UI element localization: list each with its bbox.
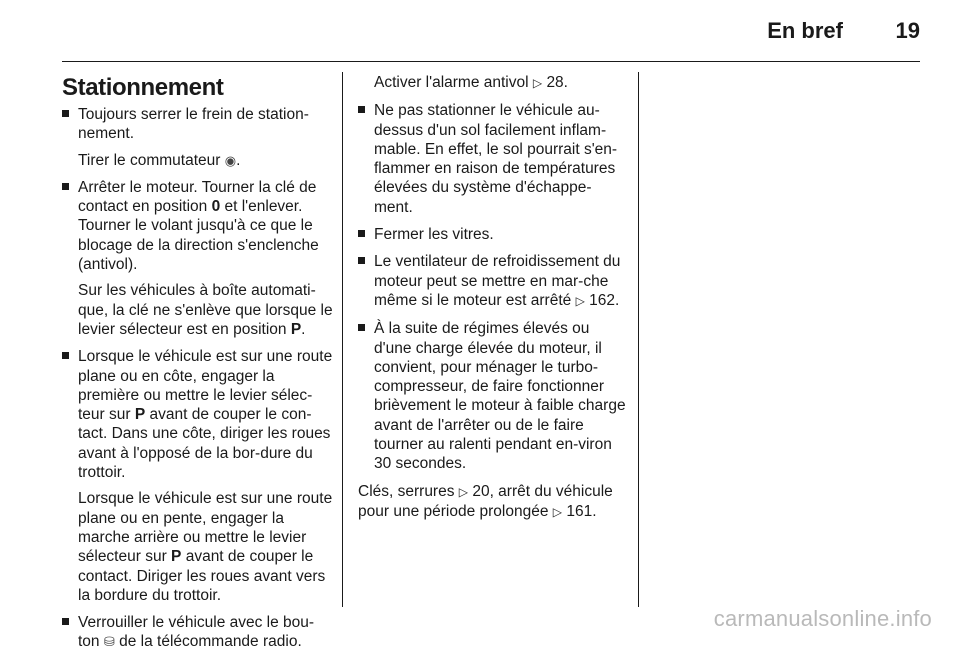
paragraph: Activer l'alarme antivol ▷ 28. <box>374 74 568 91</box>
page-number: 19 <box>895 18 920 43</box>
paragraph: Lorsque le véhicule est sur une route plane ou en pente, engager la marche arrière ou mettre le levier sélecteur sur P avant de couper le contact. Diriger les roues avant vers la bordure du trottoir. <box>78 490 333 604</box>
paragraph: Lorsque le véhicule est sur une route plane ou en côte, engager la première ou mettre le levier sélec-teur sur P avant de couper le con-tact. Dans une côte, diriger les roues avant à l'opposé de la bor-dure du trottoir. <box>78 348 333 482</box>
bullet-icon <box>358 257 365 264</box>
list-item <box>358 101 626 217</box>
column-divider-2 <box>638 72 639 607</box>
paragraph: Toujours serrer le frein de station-nement. <box>78 106 309 143</box>
list-item <box>358 319 626 473</box>
paragraph: Arrêter le moteur. Tourner la clé de contact en position 0 et l'enlever. Tourner le volant jusqu'à ce que le blocage de la direction s'enclenche (antivol). <box>78 178 319 274</box>
bullet-icon <box>62 110 69 117</box>
column-2 <box>358 73 626 522</box>
page-header <box>0 0 960 62</box>
ignition-switch-icon: ◉ <box>224 152 237 168</box>
bullet-icon <box>62 352 69 359</box>
paragraph: À la suite de régimes élevés ou d'une charge élevée du moteur, il convient, pour ménager le turbo-compresseur, de faire fonctionner brièvement le moteur à faible charge avant de l'arrêter ou de le faire tourner au ralenti pendant en-viron 30 secondes. <box>374 320 626 473</box>
list-item <box>62 347 334 605</box>
list-item <box>62 613 334 652</box>
bullet-icon <box>62 618 69 625</box>
paragraph: Fermer les vitres. <box>374 226 494 244</box>
page-reference-arrow-icon: ▷ <box>552 504 563 519</box>
list-item <box>358 225 626 244</box>
page-reference-arrow-icon: ▷ <box>458 484 469 499</box>
list-item <box>358 252 626 311</box>
paragraph: Sur les véhicules à boîte automati-que, la clé ne s'enlève que lorsque le levier sélecteur est en position P. <box>78 282 333 338</box>
bullet-icon <box>358 324 365 331</box>
paragraph: Tirer le commutateur ◉. <box>78 151 241 169</box>
paragraph: Verrouiller le véhicule avec le bou-ton ⛁ de la télécommande radio. <box>78 614 315 651</box>
column-1 <box>62 74 334 652</box>
column-divider-1 <box>342 72 343 607</box>
paragraph: Ne pas stationner le véhicule au-dessus d'un sol facilement inflam-mable. En effet, le sol pourrait s'en-flammer en raison de températures élevées du système d'échappe-ment. <box>374 102 618 216</box>
page-reference-arrow-icon: ▷ <box>532 76 543 90</box>
header-title: En bref <box>767 18 843 43</box>
list-item-continued <box>358 73 626 93</box>
page-reference-arrow-icon: ▷ <box>575 293 585 308</box>
header-rule <box>62 61 920 62</box>
bullet-icon <box>358 230 365 237</box>
bullet-icon <box>358 106 365 113</box>
list-item <box>62 105 334 170</box>
paragraph: Clés, serrures ▷ 20, arrêt du véhicule pour une période prolongée ▷ 161. <box>358 482 613 520</box>
paragraph: Le ventilateur de refroidissement du moteur peut se mettre en mar-che même si le moteur est arrêté ▷ 162. <box>374 253 621 309</box>
watermark: carmanualsonline.info <box>713 606 932 631</box>
lock-key-icon: ⛁ <box>103 634 115 650</box>
bullet-icon <box>62 183 69 190</box>
section-title: Stationnement <box>62 74 224 101</box>
list-item <box>62 178 334 339</box>
